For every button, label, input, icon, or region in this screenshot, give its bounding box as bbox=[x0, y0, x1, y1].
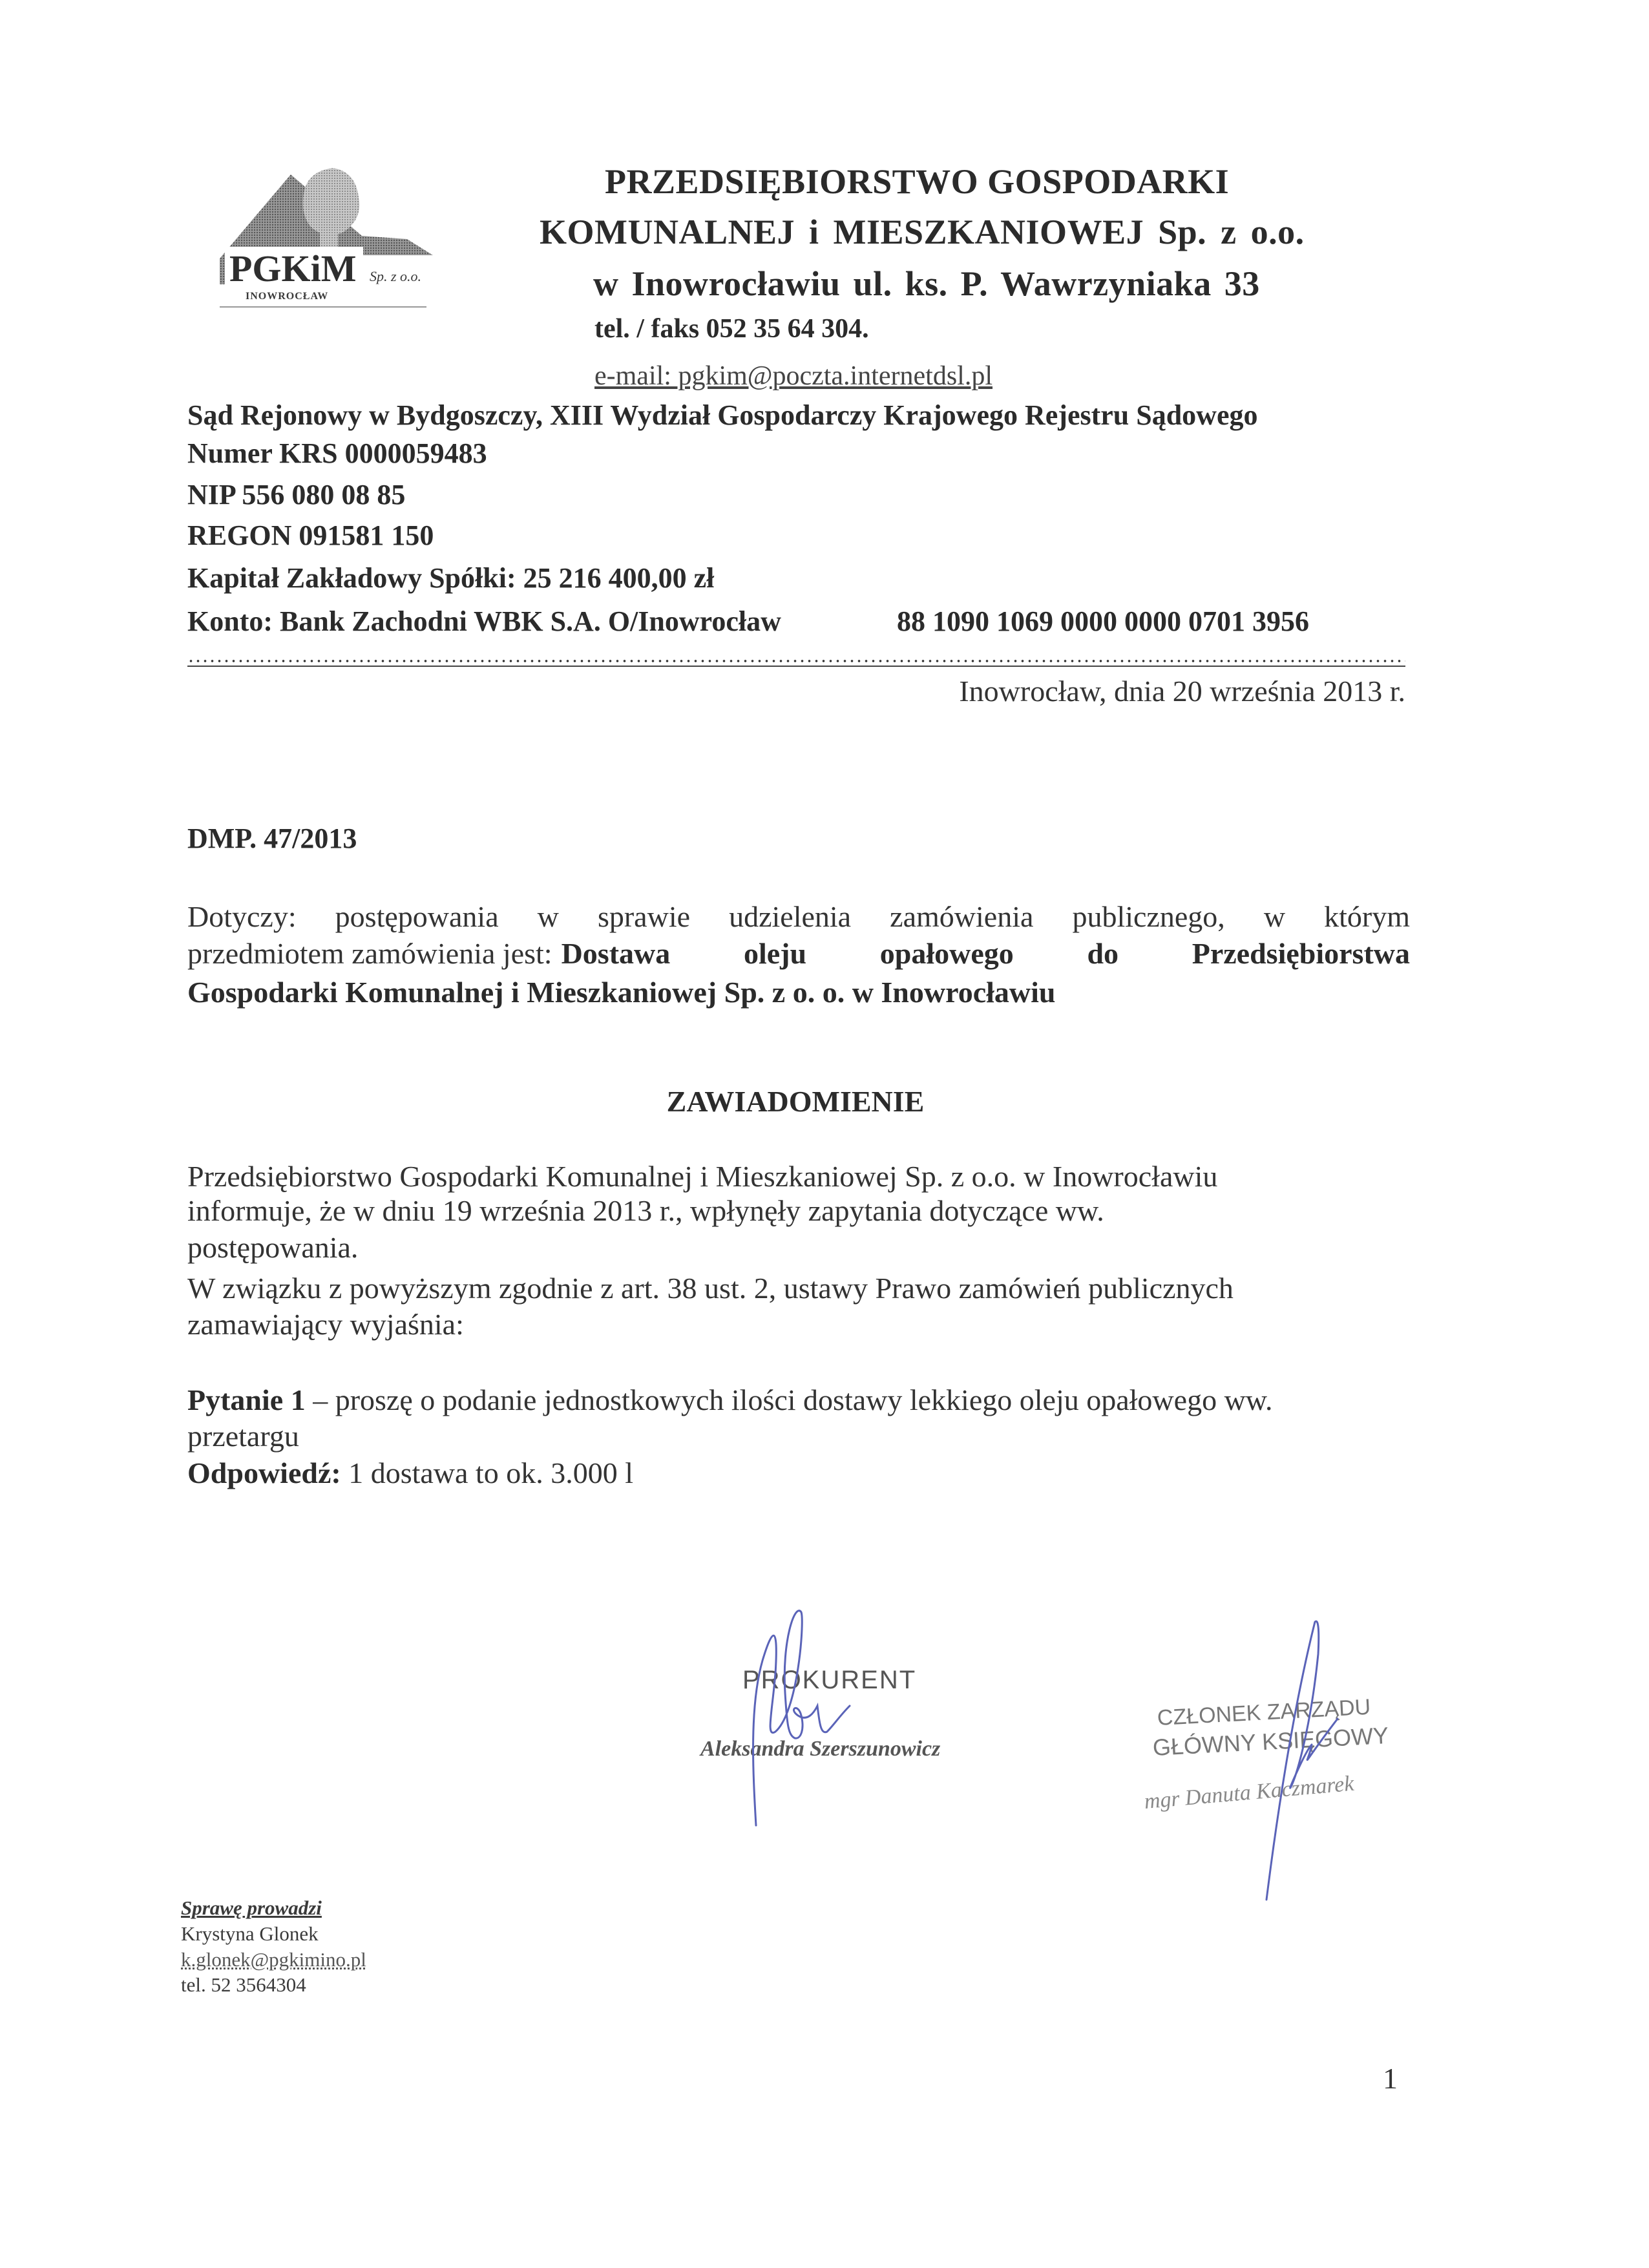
company-logo bbox=[194, 149, 452, 310]
answer-text: 1 dostawa to ok. 3.000 l bbox=[341, 1456, 633, 1489]
company-email[interactable]: e-mail: pgkim@poczta.internetdsl.pl bbox=[594, 361, 993, 391]
logo-city: INOWROCŁAW bbox=[246, 291, 329, 302]
company-name-line2: KOMUNALNEJ i MIESZKANIOWEJ Sp. z o.o. bbox=[540, 213, 1305, 251]
signature-stroke bbox=[1266, 1621, 1338, 1900]
notice-title: ZAWIADOMIENIE bbox=[666, 1085, 925, 1118]
date-line: Inowrocław, dnia 20 września 2013 r. bbox=[959, 675, 1405, 708]
body-line: informuje, że w dniu 19 września 2013 r., wpłynęły zapytania dotyczące ww. bbox=[187, 1194, 1104, 1227]
body-line: postępowania. bbox=[187, 1231, 359, 1264]
stamp-role-line1: CZŁONEK ZARZĄDU bbox=[1156, 1694, 1372, 1730]
company-address: w Inowrocławiu ul. ks. P. Wawrzyniaka 33 bbox=[593, 264, 1260, 303]
registration-nip: NIP 556 080 08 85 bbox=[187, 479, 406, 510]
contact-name: Krystyna Glonek bbox=[181, 1922, 319, 1945]
reference-number: DMP. 47/2013 bbox=[187, 823, 357, 854]
signature-stroke bbox=[753, 1611, 850, 1825]
bank-account-label: Konto: Bank Zachodni WBK S.A. O/Inowrocław bbox=[187, 605, 781, 637]
body-line: zamawiający wyjaśnia: bbox=[187, 1308, 464, 1341]
logo-suffix: Sp. z o.o. bbox=[370, 268, 422, 284]
body-line: W związku z powyższym zgodnie z art. 38 ust. 2, ustawy Prawo zamówień publicznych bbox=[187, 1272, 1234, 1305]
question-continuation: przetargu bbox=[187, 1420, 299, 1453]
question-1 bbox=[187, 1383, 1273, 1417]
separator-rule bbox=[187, 666, 1405, 667]
letterhead-separator bbox=[187, 659, 1405, 668]
logo-name: PGKiM bbox=[229, 247, 357, 289]
registration-regon: REGON 091581 150 bbox=[187, 520, 434, 551]
bank-account-number: 88 1090 1069 0000 0000 0701 3956 bbox=[897, 605, 1309, 637]
logo-graphic bbox=[194, 149, 452, 310]
dotted-line bbox=[187, 659, 1405, 663]
subject-line2-regular: przedmiotem zamówienia jest: bbox=[187, 937, 552, 970]
registration-krs: Numer KRS 0000059483 bbox=[187, 437, 487, 469]
subject-line3: Gospodarki Komunalnej i Mieszkaniowej Sp. z o. o. w Inowrocławiu bbox=[187, 976, 1056, 1009]
answer-1 bbox=[187, 1456, 633, 1490]
body-line: Przedsiębiorstwo Gospodarki Komunalnej i Mieszkaniowej Sp. z o.o. w Inowrocławiu bbox=[187, 1160, 1218, 1193]
answer-label: Odpowiedź: bbox=[187, 1456, 341, 1489]
contact-email[interactable]: k.glonek@pgkimino.pl bbox=[181, 1948, 366, 1971]
question-label: Pytanie 1 bbox=[187, 1383, 306, 1416]
stamp-role-line2: GŁÓWNY KSIĘGOWY bbox=[1151, 1721, 1389, 1761]
stamp-role-prokurent: PROKURENT bbox=[742, 1666, 917, 1694]
page-number: 1 bbox=[1383, 2062, 1398, 2095]
stamp-name-left: Aleksandra Szerszunowicz bbox=[700, 1737, 941, 1761]
subject-line1: Dotyczy: postępowania w sprawie udzielenia zamówienia publicznego, w którym bbox=[187, 900, 1410, 933]
signature-right bbox=[1247, 1615, 1357, 1906]
company-name-line1: PRZEDSIĘBIORSTWO GOSPODARKI bbox=[605, 162, 1230, 201]
company-phone: tel. / faks 052 35 64 304. bbox=[594, 314, 869, 344]
question-text: – proszę o podanie jednostkowych ilości dostawy lekkiego oleju opałowego ww. bbox=[305, 1383, 1273, 1416]
stamp-name-right: mgr Danuta Kaczmarek bbox=[1143, 1771, 1355, 1814]
signature-left bbox=[737, 1602, 866, 1829]
registration-capital: Kapitał Zakładowy Spółki: 25 216 400,00 zł bbox=[187, 562, 715, 594]
subject-line2-bold: Dostawa oleju opałowego do Przedsiębiorstwa bbox=[561, 937, 1410, 970]
registration-court: Sąd Rejonowy w Bydgoszczy, XIII Wydział Gospodarczy Krajowego Rejestru Sądowego bbox=[187, 399, 1258, 431]
subject-line2 bbox=[187, 936, 1410, 971]
tree-crown bbox=[303, 168, 360, 235]
contact-phone: tel. 52 3564304 bbox=[181, 1973, 306, 1996]
contact-heading: Sprawę prowadzi bbox=[181, 1896, 322, 1919]
